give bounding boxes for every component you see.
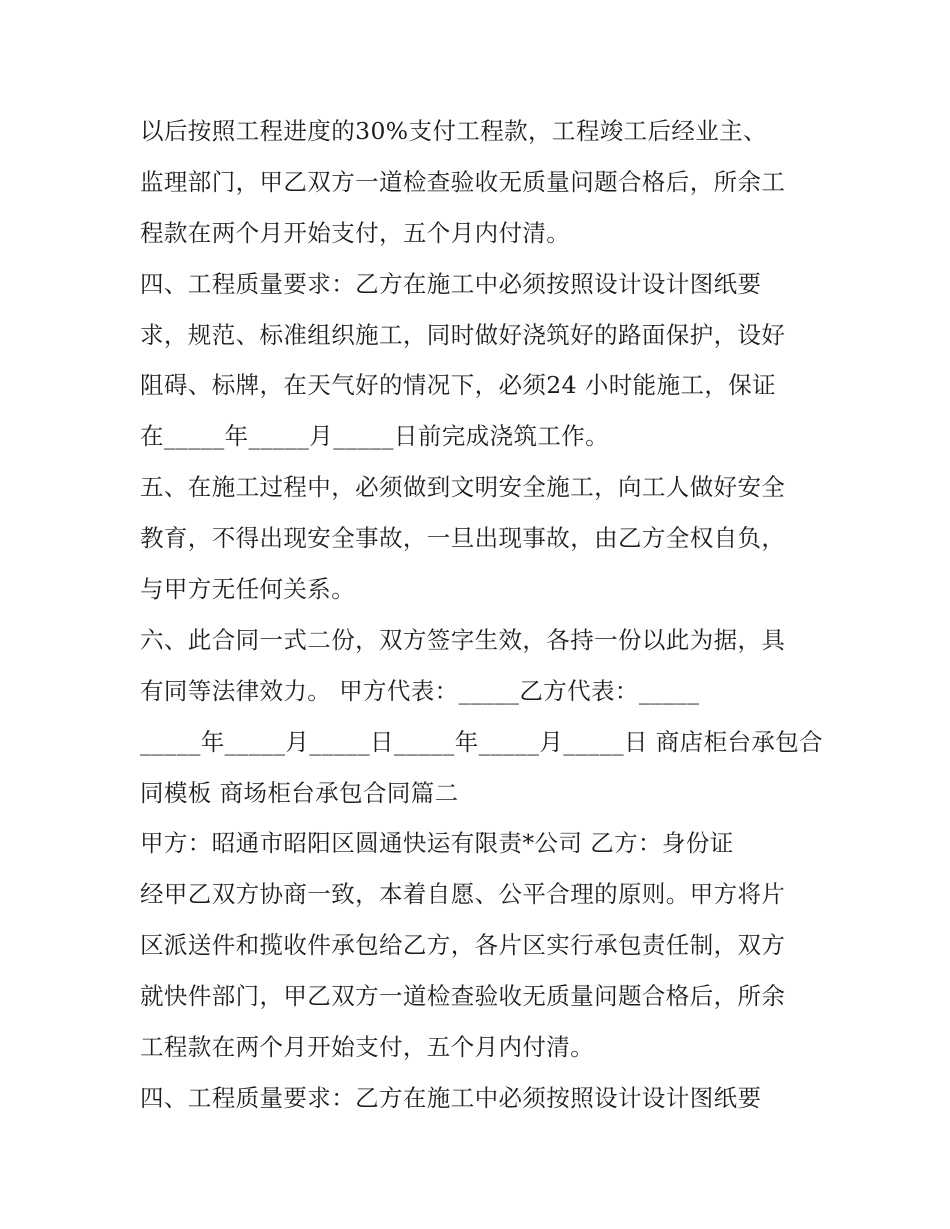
- text-line-4: 四、工程质量要求：乙方在施工中必须按照设计设计图纸要: [140, 269, 762, 298]
- text-line-5: 求，规范、标准组织施工，同时做好浇筑好的路面保护，设好: [140, 320, 786, 349]
- text-line-8: 五、在施工过程中，必须做到文明安全施工，向工人做好安全: [140, 473, 786, 502]
- text-line-7: 在_____年_____月_____日前完成浇筑工作。: [140, 422, 610, 451]
- text-line-15: 甲方：昭通市昭阳区圆通快运有限责*公司 乙方：身份证: [140, 829, 734, 858]
- text-line-18: 就快件部门，甲乙双方一道检查验收无质量问题合格后，所余: [140, 982, 786, 1011]
- document-body: [140, 106, 824, 1124]
- text-line-10: 与甲方无任何关系。: [140, 575, 356, 604]
- text-line-14: 同模板 商场柜台承包合同篇二: [140, 778, 459, 807]
- text-line-1: 以后按照工程进度的30%支付工程款，工程竣工后经业主、: [140, 117, 768, 145]
- text-line-20: 四、工程质量要求：乙方在施工中必须按照设计设计图纸要: [140, 1083, 762, 1112]
- text-line-19: 工程款在两个月开始支付，五个月内付清。: [140, 1033, 595, 1062]
- text-line-6: 阻碍、标牌，在天气好的情况下，必须24 小时能施工，保证: [140, 371, 777, 400]
- text-line-11: 六、此合同一式二份，双方签字生效，各持一份以此为据，具: [140, 625, 786, 654]
- text-line-16: 经甲乙双方协商一致，本着自愿、公平合理的原则。甲方将片: [140, 880, 786, 909]
- text-line-2: 监理部门，甲乙双方一道检查验收无质量问题合格后，所余工: [140, 167, 786, 196]
- text-line-17: 区派送件和揽收件承包给乙方，各片区实行承包责任制，双方: [140, 931, 786, 960]
- text-line-12: 有同等法律效力。 甲方代表：_____乙方代表：_____: [140, 676, 700, 705]
- text-line-13: _____年_____月_____日_____年_____月_____日 商店柜台承包合: [140, 727, 824, 756]
- text-line-9: 教育，不得出现安全事故，一旦出现事故，由乙方全权自负，: [140, 524, 786, 553]
- text-line-3: 程款在两个月开始支付，五个月内付清。: [140, 218, 571, 247]
